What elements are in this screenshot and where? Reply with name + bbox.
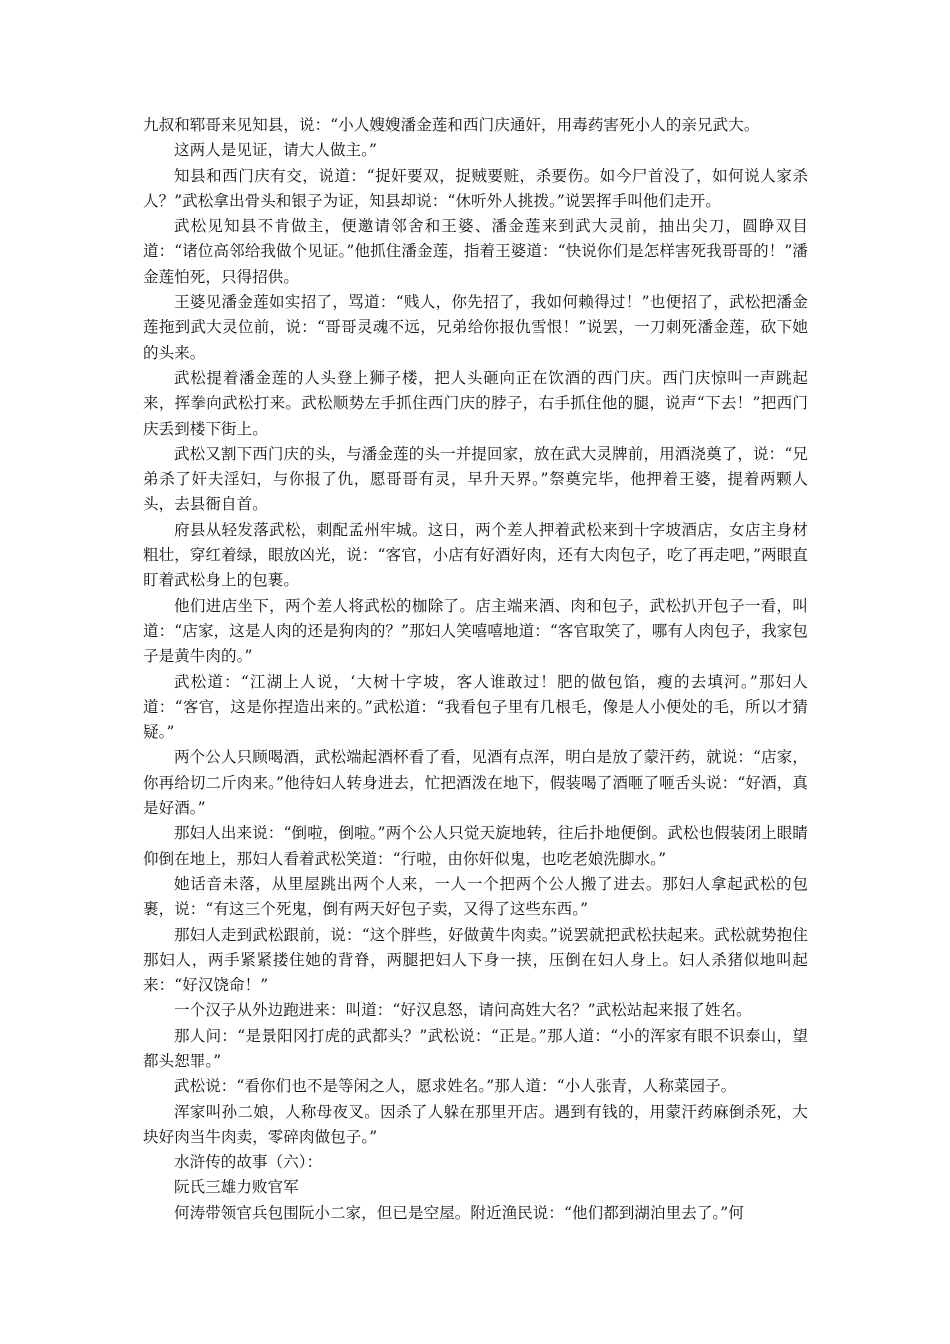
paragraph: 武松道：“江湖上人说，‘大树十字坡，客人谁敢过！肥的做包馅，瘦的去填河。”那妇人道：“客官，这是你捏造出来的。”武松道：“我看包子里有几根毛，像是人小便处的毛，所以才猜疑。” [143,672,808,742]
paragraph: 她话音未落，从里屋跳出两个人来，一人一个把两个公人搬了进去。那妇人拿起武松的包裹，说：“有这三个死鬼，倒有两天好包子卖，又得了这些东西。” [143,874,808,919]
paragraph: 那妇人出来说：“倒啦，倒啦。”两个公人只觉天旋地转，往后扑地便倒。武松也假装闭上眼睛仰倒在地上，那妇人看着武松笑道：“行啦，由你奸似鬼，也吃老娘洗脚水。” [143,824,808,868]
paragraph: 一个汉子从外边跑进来：叫道：“好汉息怒，请问高姓大名？”武松站起来报了姓名。 [174,1001,752,1020]
paragraph: 那人问：“是景阳冈打虎的武都头？”武松说：“正是。”那人道：“小的浑家有眼不识泰山，望都头恕罪。” [143,1026,808,1070]
paragraph: 他们进店坐下，两个差人将武松的枷除了。店主端来酒、肉和包子，武松扒开包子一看，叫道：“店家，这是人肉的还是狗肉的？”那妇人笑嘻嘻地道：“客官取笑了，哪有人肉包子，我家包子是黄牛肉的。” [143,596,808,666]
paragraph: 武松见知县不肯做主，便邀请邻舍和王婆、潘金莲来到武大灵前，抽出尖刀，圆睁双目道：“诸位高邻给我做个见证。”他抓住潘金莲，指着王婆道：“快说你们是怎样害死我哥哥的！”潘金莲怕死，只得招供。 [143,217,808,286]
paragraph: 这两人是见证，请大人做主。” [174,141,378,160]
paragraph: 九叔和郓哥来见知县，说：“小人嫂嫂潘金莲和西门庆通奸，用毒药害死小人的亲兄武大。 [143,116,760,134]
document-page [143,113,808,1226]
paragraph: 府县从轻发落武松，刺配孟州牢城。这日，两个差人押着武松来到十字坡酒店，女店主身材粗壮，穿红着绿，眼放凶光，说：“客官，小店有好酒好肉，还有大肉包子，吃了再走吧，”两眼直盯着武松身上的包裹。 [143,520,808,590]
chapter-title: 阮氏三雄力败官军 [174,1178,299,1197]
paragraph: 武松又割下西门庆的头，与潘金莲的头一并提回家，放在武大灵牌前，用酒浇奠了，说：“兄弟杀了奸夫淫妇，与你报了仇，愿哥哥有灵，早升天界。”祭奠完毕，他押着王婆，提着两颗人头，去县衙自首。 [143,444,808,514]
paragraph: 武松说：“看你们也不是等闲之人，愿求姓名。”那人道：“小人张青，人称菜园子。 [174,1077,737,1096]
section-heading: 水浒传的故事（六）： [174,1153,323,1172]
paragraph: 浑家叫孙二娘，人称母夜叉。因杀了人躲在那里开店。遇到有钱的，用蒙汗药麻倒杀死，大块好肉当牛肉卖，零碎肉做包子。” [143,1102,808,1146]
paragraph: 知县和西门庆有交，说道：“捉奸要双，捉贼要赃，杀要伤。如今尸首没了，如何说人家杀人？”武松拿出骨头和银子为证，知县却说：“休听外人挑拨。”说罢挥手叫他们走开。 [143,166,808,210]
paragraph: 两个公人只顾喝酒，武松端起酒杯看了看，见酒有点浑，明白是放了蒙汗药，就说：“店家，你再给切二斤肉来。”他待妇人转身进去，忙把酒泼在地下，假装喝了酒咂了咂舌头说：“好酒，真是好酒。” [143,748,808,818]
paragraph: 那妇人走到武松跟前，说：“这个胖些，好做黄牛肉卖。”说罢就把武松扶起来。武松就势抱住那妇人，两手紧紧搂住她的背脊，两腿把妇人下身一挟，压倒在妇人身上。妇人杀猪似地叫起来：“好汉饶命！” [143,925,808,995]
paragraph: 王婆见潘金莲如实招了，骂道：“贱人，你先招了，我如何赖得过！”也便招了，武松把潘金莲拖到武大灵位前，说：“哥哥灵魂不远，兄弟给你报仇雪恨！”说罢，一刀刺死潘金莲，砍下她的头来。 [143,293,808,362]
paragraph: 何涛带领官兵包围阮小二家，但已是空屋。附近渔民说：“他们都到湖泊里去了。”何 [174,1203,744,1222]
paragraph: 武松提着潘金莲的人头登上狮子楼，把人头砸向正在饮酒的西门庆。西门庆惊叫一声跳起来，挥拳向武松打来。武松顺势左手抓住西门庆的脖子，右手抓住他的腿，说声“下去！”把西门庆丢到楼下街上。 [143,368,808,438]
